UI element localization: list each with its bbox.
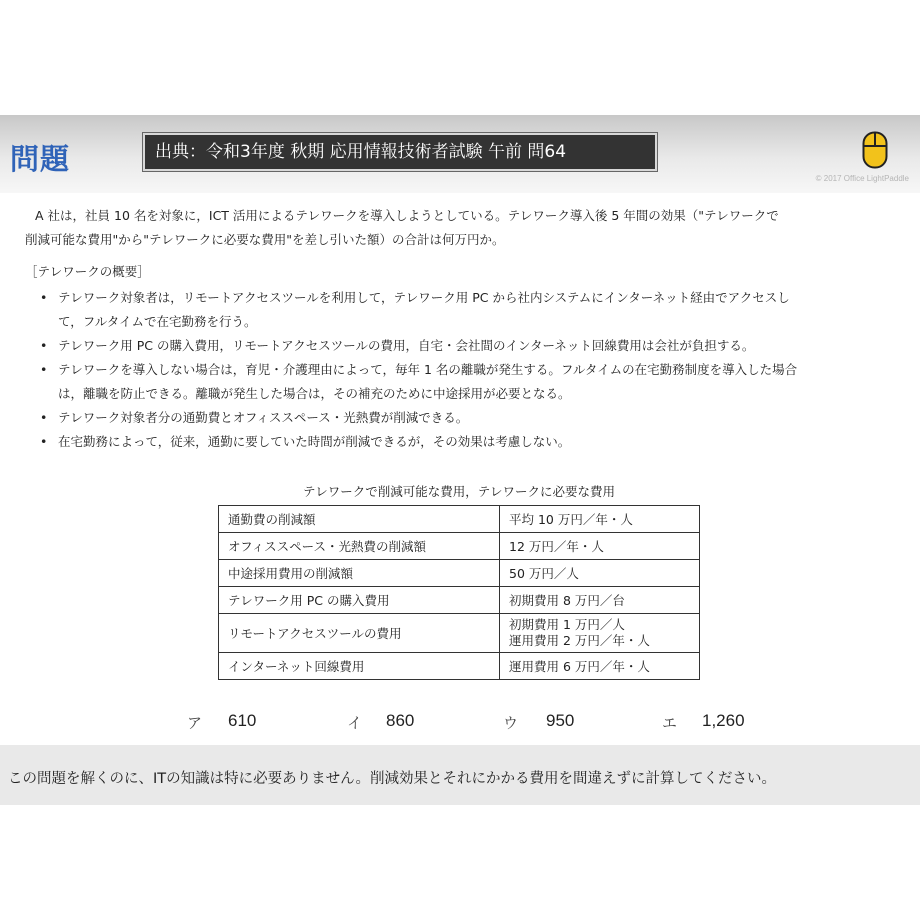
hint-note: この問題を解くのに、ITの知識は特に必要ありません。削減効果とそれにかかる費用を間違えずに計算してください。 xyxy=(8,771,776,787)
list-item-text: テレワーク対象者は，リモートアクセスツールを利用して，テレワーク用 PC から社内システムにインターネット経由でアクセスし xyxy=(58,290,790,305)
note-bar xyxy=(0,745,920,805)
choice-key-a: ア xyxy=(187,714,203,732)
answer-choices xyxy=(0,708,920,738)
list-item xyxy=(40,334,900,358)
bullet-mark: • xyxy=(40,434,48,449)
choice-key-i: イ xyxy=(347,714,363,732)
table-cell-item: テレワーク用 PC の購入費用 xyxy=(219,587,500,614)
question-line-2: 削減可能な費用"から"テレワークに必要な費用"を差し引いた額）の合計は何万円か。 xyxy=(25,232,505,247)
source-label: 出典：令和3年度 秋期 応用情報技術者試験 午前 問64 xyxy=(143,133,657,171)
slide xyxy=(0,115,920,805)
overview-heading: ［テレワークの概要］ xyxy=(25,264,150,279)
table-row xyxy=(219,587,700,614)
choice-key-e: エ xyxy=(662,714,678,732)
bullet-mark: • xyxy=(40,410,48,425)
table-cell-value: 初期費用 8 万円／台 xyxy=(500,587,700,614)
bullet-mark: • xyxy=(40,338,48,353)
cost-table xyxy=(218,505,700,680)
choice-value-a[interactable]: 610 xyxy=(228,711,257,730)
table-row xyxy=(219,614,700,653)
mouse-icon xyxy=(862,131,888,169)
table-cell-item: 中途採用費用の削減額 xyxy=(219,560,500,587)
choice-value-i[interactable]: 860 xyxy=(386,711,415,730)
table-cell-item: 通勤費の削減額 xyxy=(219,506,500,533)
table-cell-line: 運用費用 2 万円／年・人 xyxy=(509,633,650,648)
table-row xyxy=(219,533,700,560)
choice-key-u: ウ xyxy=(503,714,519,732)
copyright-text: © 2017 Office LightPaddle xyxy=(815,174,909,183)
table-cell-item: リモートアクセスツールの費用 xyxy=(219,614,500,653)
question-line-1: A 社は，社員 10 名を対象に，ICT 活用によるテレワークを導入しようとしている。テレワーク導入後 5 年間の効果（"テレワークで xyxy=(35,208,779,223)
list-item-text: テレワークを導入しない場合は，育児・介護理由によって，毎年 1 名の離職が発生する。フルタイムの在宅勤務制度を導入した場合 xyxy=(58,362,798,377)
table-row xyxy=(219,506,700,533)
choice-value-u[interactable]: 950 xyxy=(546,711,575,730)
list-item-text: 在宅勤務によって，従来，通勤に要していた時間が削減できるが，その効果は考慮しない。 xyxy=(58,434,571,449)
table-cell-item: オフィススペース・光熱費の削減額 xyxy=(219,533,500,560)
list-item xyxy=(40,430,900,454)
list-item-text: テレワーク用 PC の購入費用，リモートアクセスツールの費用，自宅・会社間のインターネット回線費用は会社が負担する。 xyxy=(58,338,755,353)
list-item xyxy=(40,286,900,334)
table-cell-value: 12 万円／年・人 xyxy=(500,533,700,560)
list-item xyxy=(40,358,900,406)
list-item-text: て，フルタイムで在宅勤務を行う。 xyxy=(58,314,257,329)
table-cell-value: 50 万円／人 xyxy=(500,560,700,587)
list-item-text: テレワーク対象者分の通勤費とオフィススペース・光熱費が削減できる。 xyxy=(58,410,469,425)
list-item xyxy=(40,406,900,430)
table-cell-value: 運用費用 6 万円／年・人 xyxy=(500,653,700,680)
table-caption: テレワークで削減可能な費用，テレワークに必要な費用 xyxy=(302,484,615,499)
header-bar xyxy=(0,115,920,193)
overview-list xyxy=(40,286,900,454)
table-cell-item: インターネット回線費用 xyxy=(219,653,500,680)
question-title: 問題 xyxy=(10,142,71,176)
table-cell-line: 初期費用 1 万円／人 xyxy=(509,617,625,632)
choice-value-e[interactable]: 1,260 xyxy=(702,711,745,730)
question-text xyxy=(25,204,895,252)
bullet-mark: • xyxy=(40,290,48,305)
bullet-mark: • xyxy=(40,362,48,377)
table-cell-value xyxy=(500,614,700,653)
table-cell-value: 平均 10 万円／年・人 xyxy=(500,506,700,533)
list-item-text: は，離職を防止できる。離職が発生した場合は，その補充のために中途採用が必要となる。 xyxy=(58,386,571,401)
table-row xyxy=(219,653,700,680)
table-row xyxy=(219,560,700,587)
